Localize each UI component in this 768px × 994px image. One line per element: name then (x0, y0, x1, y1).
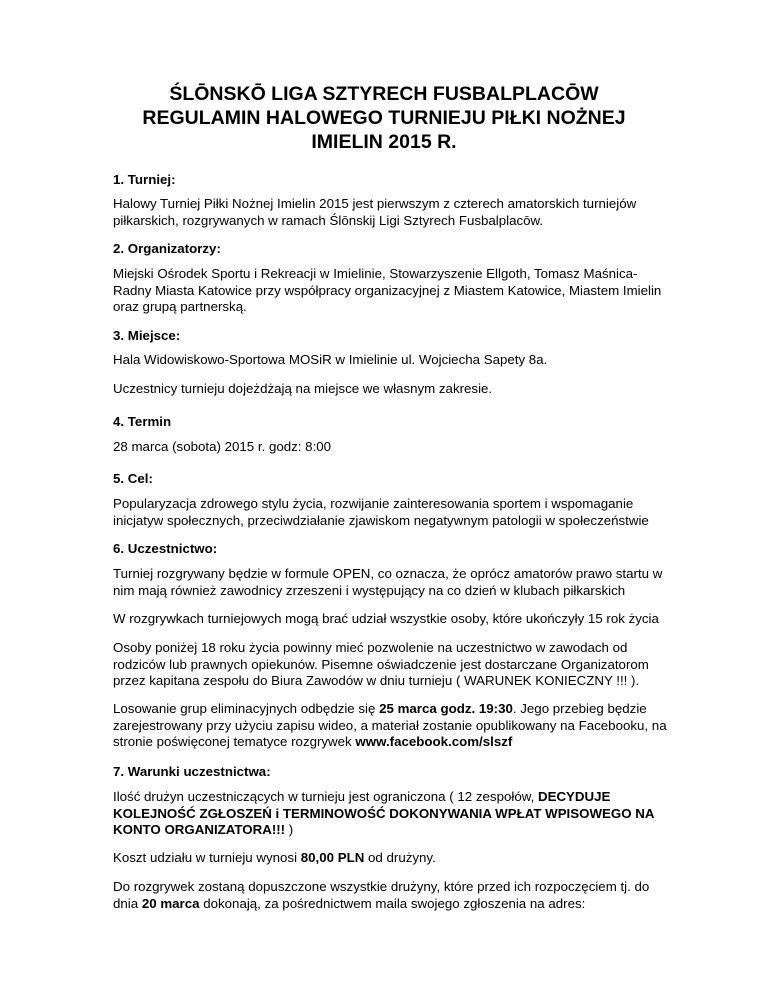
heading-warunki: 7. Warunki uczestnictwa: (113, 764, 271, 779)
title-line-2: REGULAMIN HALOWEGO TURNIEJU PIŁKI NOŻNEJ (142, 107, 626, 129)
koszt-text-c: od drużyny. (364, 850, 436, 865)
heading-cel: 5. Cel: (113, 471, 153, 486)
text-miejsce-2: Uczestnicy turnieju dojeżdżają na miejsce we własnym zakresie. (113, 381, 493, 396)
text-uczestnictwo-3: Osoby poniżej 18 roku życia powinny mieć pozwolenie na uczestnictwo w zawodach od rodziców lub prawnych opiekunów. Pisemne oświadczenie jest dostarczane Organizatorom przez kapitana zespołu do Biura Zawodów w dniu turnieju ( WARUNEK KONIECZNY !!! ). (113, 640, 649, 689)
losowanie-text-c: . Jego przebieg będzie zarejestrowany przy użyciu zapisu wideo, a materiał zostanie opublikowany na Facebooku, na stronie poświęconej tematyce rozgrywek (113, 701, 667, 750)
heading-miejsce: 3. Miejsce: (113, 328, 181, 343)
rozgrywki-text-a: Do rozgrywek zostaną dopuszczone wszystkie drużyny, które przed ich rozpoczęciem tj. do dnia (113, 879, 650, 911)
text-cel: Popularyzacja zdrowego stylu życia, rozwijanie zainteresowania sportem i wspomaganie inicjatyw społecznych, przeciwdziałanie zjawiskom negatywnym patologii w społeczeństwie (113, 496, 649, 528)
warunki-text-a: Ilość drużyn uczestniczących w turnieju jest ograniczona ( 12 zespołów, (113, 789, 538, 804)
losowanie-text-a: Losowanie grup eliminacyjnych odbędzie się (113, 701, 380, 716)
text-warunki-3 (113, 879, 673, 912)
text-turniej: Halowy Turniej Piłki Nożnej Imielin 2015 jest pierwszym z czterech amatorskich turniejów piłkarskich, rozgrywanych w ramach Ślōnskij Ligi Sztyrech Fusbalplacōw. (113, 196, 637, 228)
text-miejsce-1: Hala Widowiskowo-Sportowa MOSiR w Imielinie ul. Wojciecha Sapety 8a. (113, 352, 548, 367)
heading-turniej: 1. Turniej: (113, 172, 176, 187)
text-uczestnictwo-1: Turniej rozgrywany będzie w formule OPEN, co oznacza, że oprócz amatorów prawo startu w nim mają również zawodnicy zrzeszeni i występujący na co dzień w klubach piłkarskich (113, 566, 663, 598)
koszt-text-a: Koszt udziału w turnieju wynosi (113, 850, 301, 865)
text-termin: 28 marca (sobota) 2015 r. godz: 8:00 (113, 439, 332, 454)
facebook-link[interactable]: www.facebook.com/slszf (355, 734, 513, 750)
text-uczestnictwo-4 (113, 701, 673, 751)
title-line-3: IMIELIN 2015 R. (311, 131, 457, 153)
heading-uczestnictwo: 6. Uczestnictwo: (113, 541, 218, 556)
title-line-1: ŚLŌNSKŌ LIGA SZTYRECH FUSBALPLACŌW (169, 83, 599, 105)
text-warunki-2 (113, 850, 673, 867)
heading-termin: 4. Termin (113, 414, 172, 429)
text-warunki-1 (113, 789, 673, 839)
heading-organizatorzy: 2. Organizatorzy: (113, 241, 221, 256)
koszt-amount: 80,00 PLN (300, 850, 365, 865)
rozgrywki-text-c: dokonają, za pośrednictwem maila swojego zgłoszenia na adres: (199, 895, 586, 911)
warunki-emphasis: DECYDUJE KOLEJNOŚĆ ZGŁOSZEŃ i TERMINOWOŚĆ DOKONYWANIA WPŁAT WPISOWEGO NA KONTO ORGANIZATORA!!! (113, 789, 654, 838)
rozgrywki-date: 20 marca (141, 895, 200, 911)
text-uczestnictwo-2: W rozgrywkach turniejowych mogą brać udział wszystkie osoby, które ukończyły 15 rok życia (113, 611, 659, 626)
text-organizatorzy: Miejski Ośrodek Sportu i Rekreacji w Imielinie, Stowarzyszenie Ellgoth, Tomasz Maśnica-Radny Miasta Katowice przy współpracy organizacyjnej z Miastem Katowice, Miastem Imielin oraz grupą partnerską. (113, 266, 662, 315)
warunki-text-c: ) (285, 822, 294, 838)
losowanie-date: 25 marca godz. 19:30 (379, 701, 513, 716)
